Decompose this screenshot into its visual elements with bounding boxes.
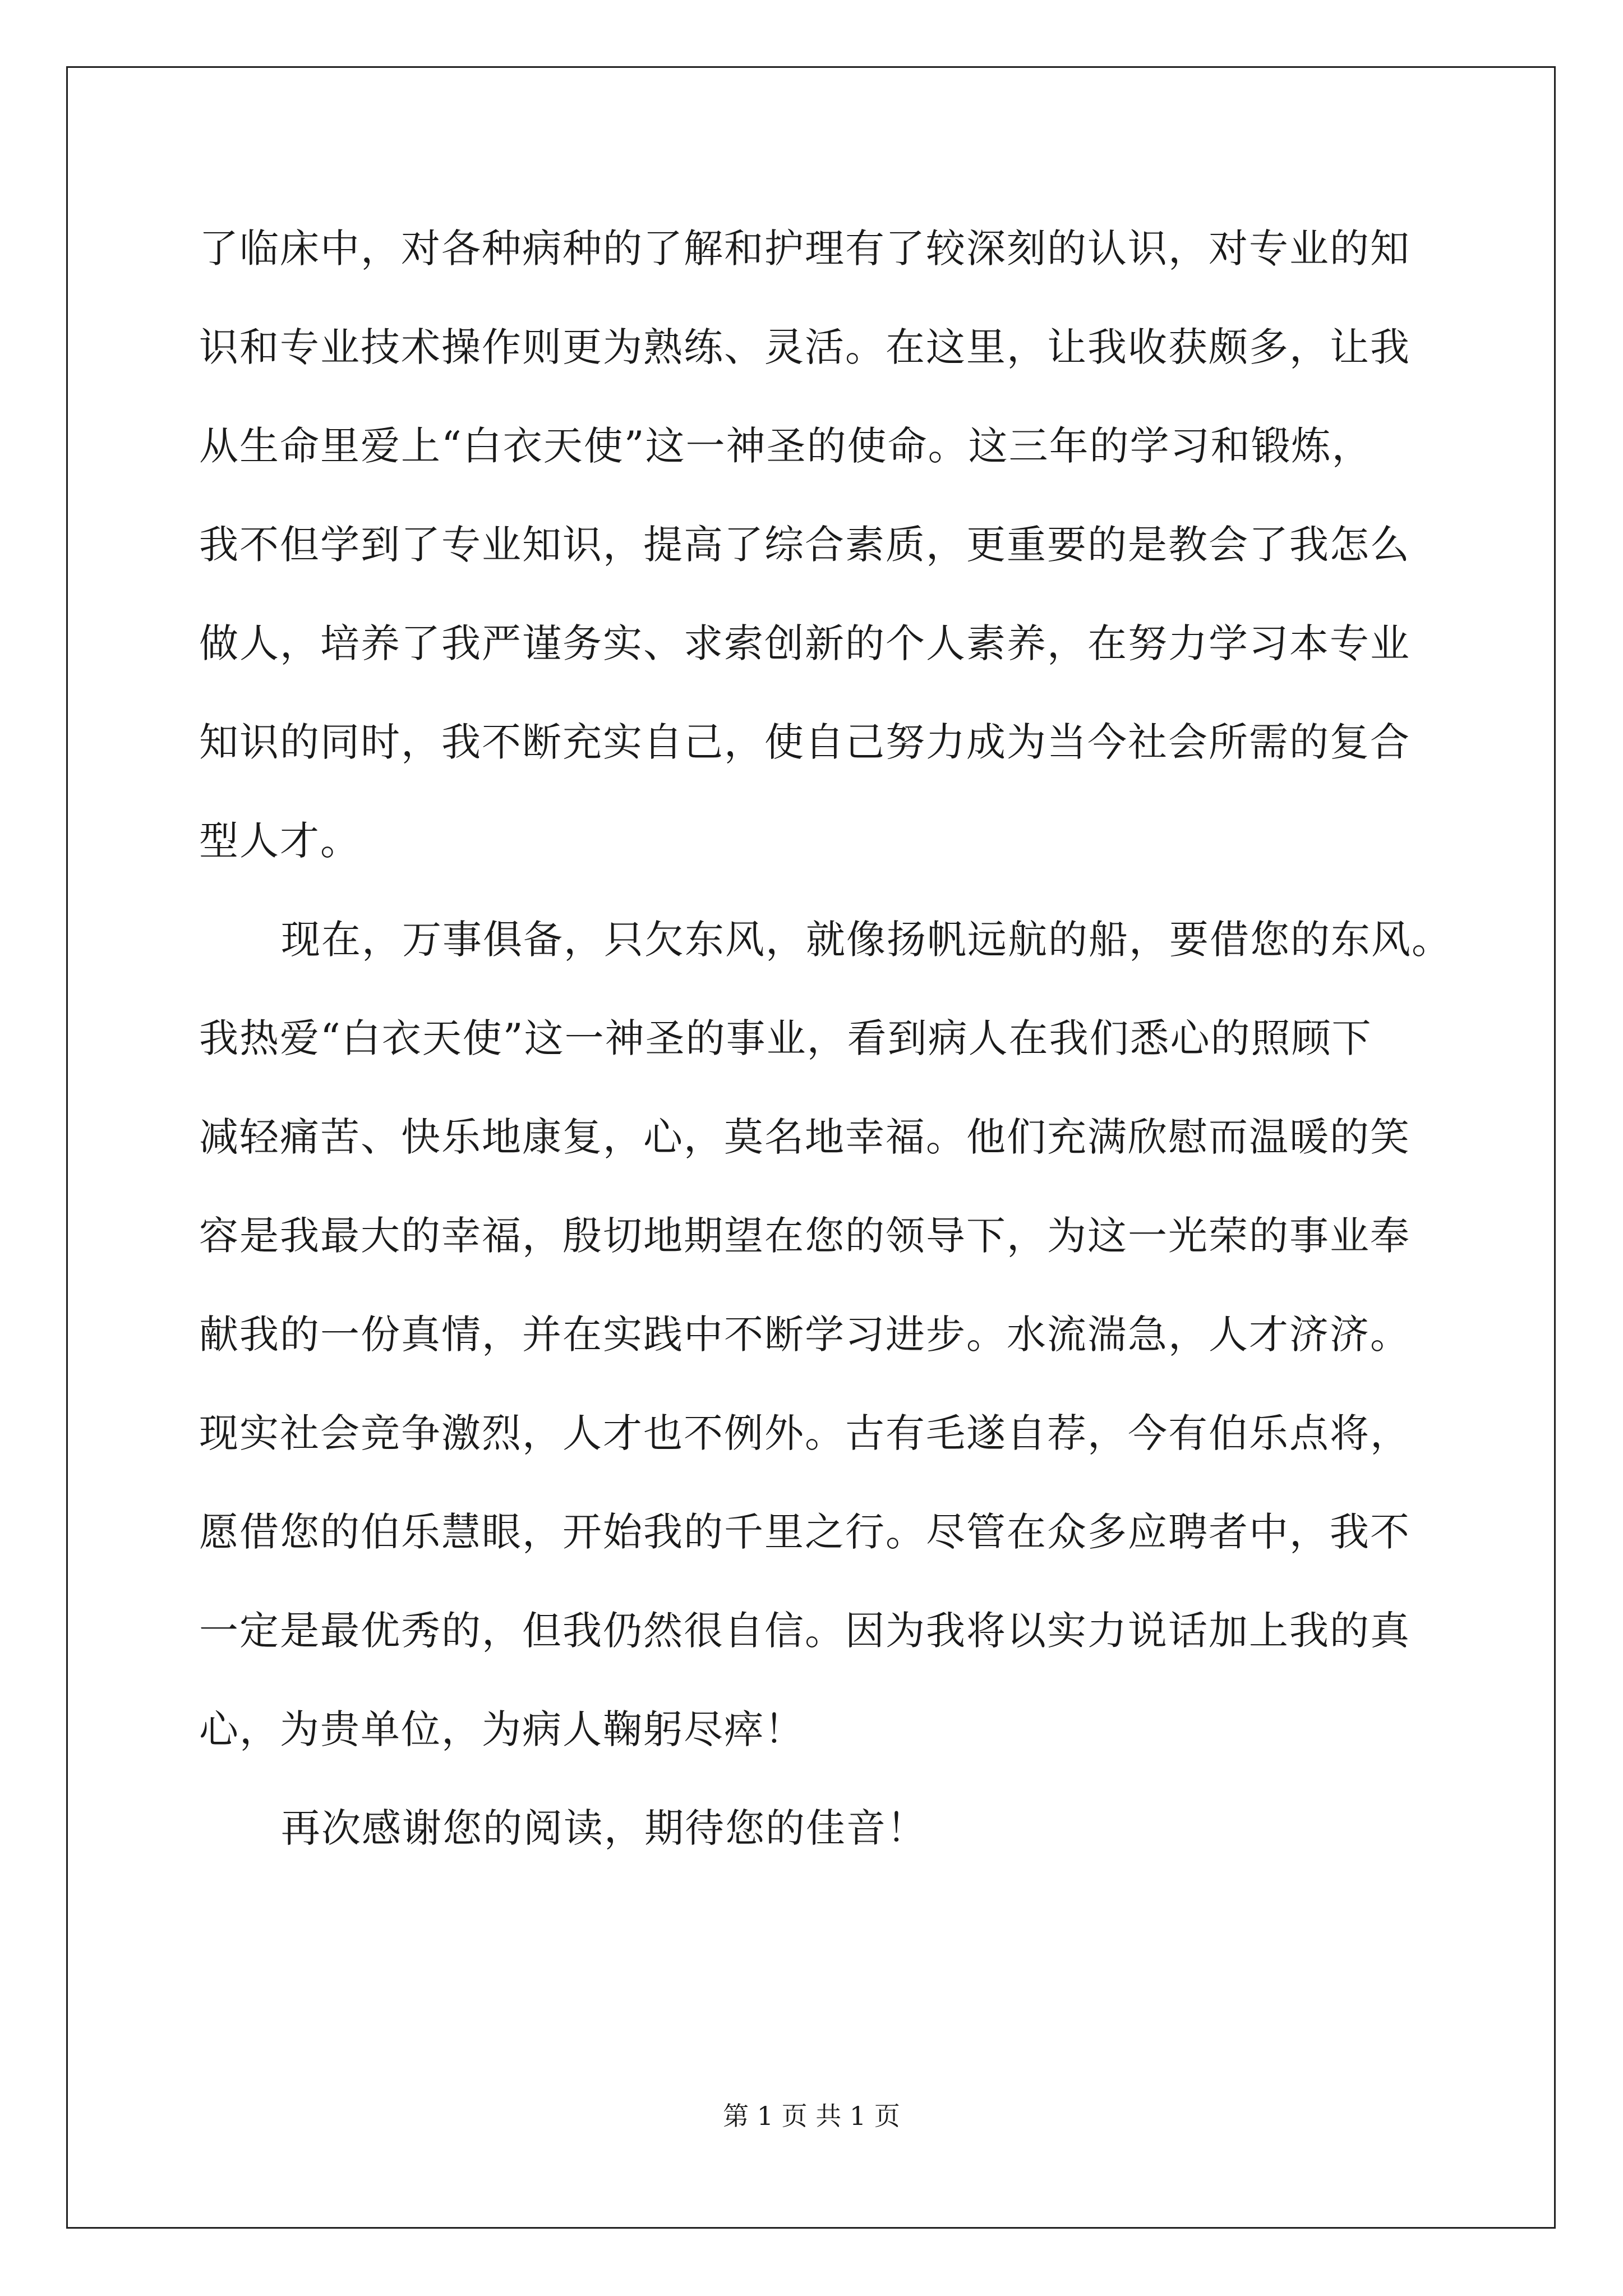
document-body — [199, 199, 1452, 1878]
text-line: 知识的同时，我不断充实自己，使自己努力成为当今社会所需的复合 — [199, 719, 1410, 765]
page-number-footer: 第 1 页 共 1 页 — [723, 2101, 900, 2131]
text-line: 现在，万事俱备，只欠东风，就像扬帆远航的船，要借您的东风。 — [281, 917, 1452, 963]
text-line: 愿借您的伯乐慧眼，开始我的千里之行。尽管在众多应聘者中，我不 — [199, 1509, 1410, 1555]
text-line: 容是我最大的幸福，殷切地期望在您的领导下，为这一光荣的事业奉 — [199, 1213, 1410, 1259]
text-line: 做人，培养了我严谨务实、求索创新的个人素养，在努力学习本专业 — [199, 620, 1410, 666]
text-line: 了临床中，对各种病种的了解和护理有了较深刻的认识，对专业的知 — [199, 226, 1410, 272]
text-line: 从生命里爱上“白衣天使”这一神圣的使命。这三年的学习和锻炼， — [199, 423, 1372, 469]
paragraph-1 — [199, 199, 1433, 890]
paragraph-2 — [199, 890, 1452, 1779]
paragraph-3 — [199, 1779, 1433, 1878]
text-line: 减轻痛苦、快乐地康复，心，莫名地幸福。他们充满欣慰而温暖的笑 — [199, 1114, 1410, 1160]
text-line: 献我的一份真情，并在实践中不断学习进步。水流湍急，人才济济。 — [199, 1312, 1410, 1358]
text-line: 我不但学到了专业知识，提高了综合素质，更重要的是教会了我怎么 — [199, 522, 1410, 568]
text-line: 型人才。 — [199, 818, 361, 864]
text-line: 一定是最优秀的，但我仍然很自信。因为我将以实力说话加上我的真 — [199, 1608, 1410, 1654]
text-line: 现实社会竞争激烈，人才也不例外。古有毛遂自荐，今有伯乐点将， — [199, 1410, 1410, 1456]
text-line: 心，为贵单位，为病人鞠躬尽瘁！ — [199, 1706, 805, 1752]
text-line: 再次感谢您的阅读，期待您的佳音！ — [281, 1805, 927, 1851]
text-line: 我热爱“白衣天使”这一神圣的事业，看到病人在我们悉心的照顾下 — [199, 1015, 1372, 1061]
text-line: 识和专业技术操作则更为熟练、灵活。在这里，让我收获颇多，让我 — [199, 324, 1410, 370]
